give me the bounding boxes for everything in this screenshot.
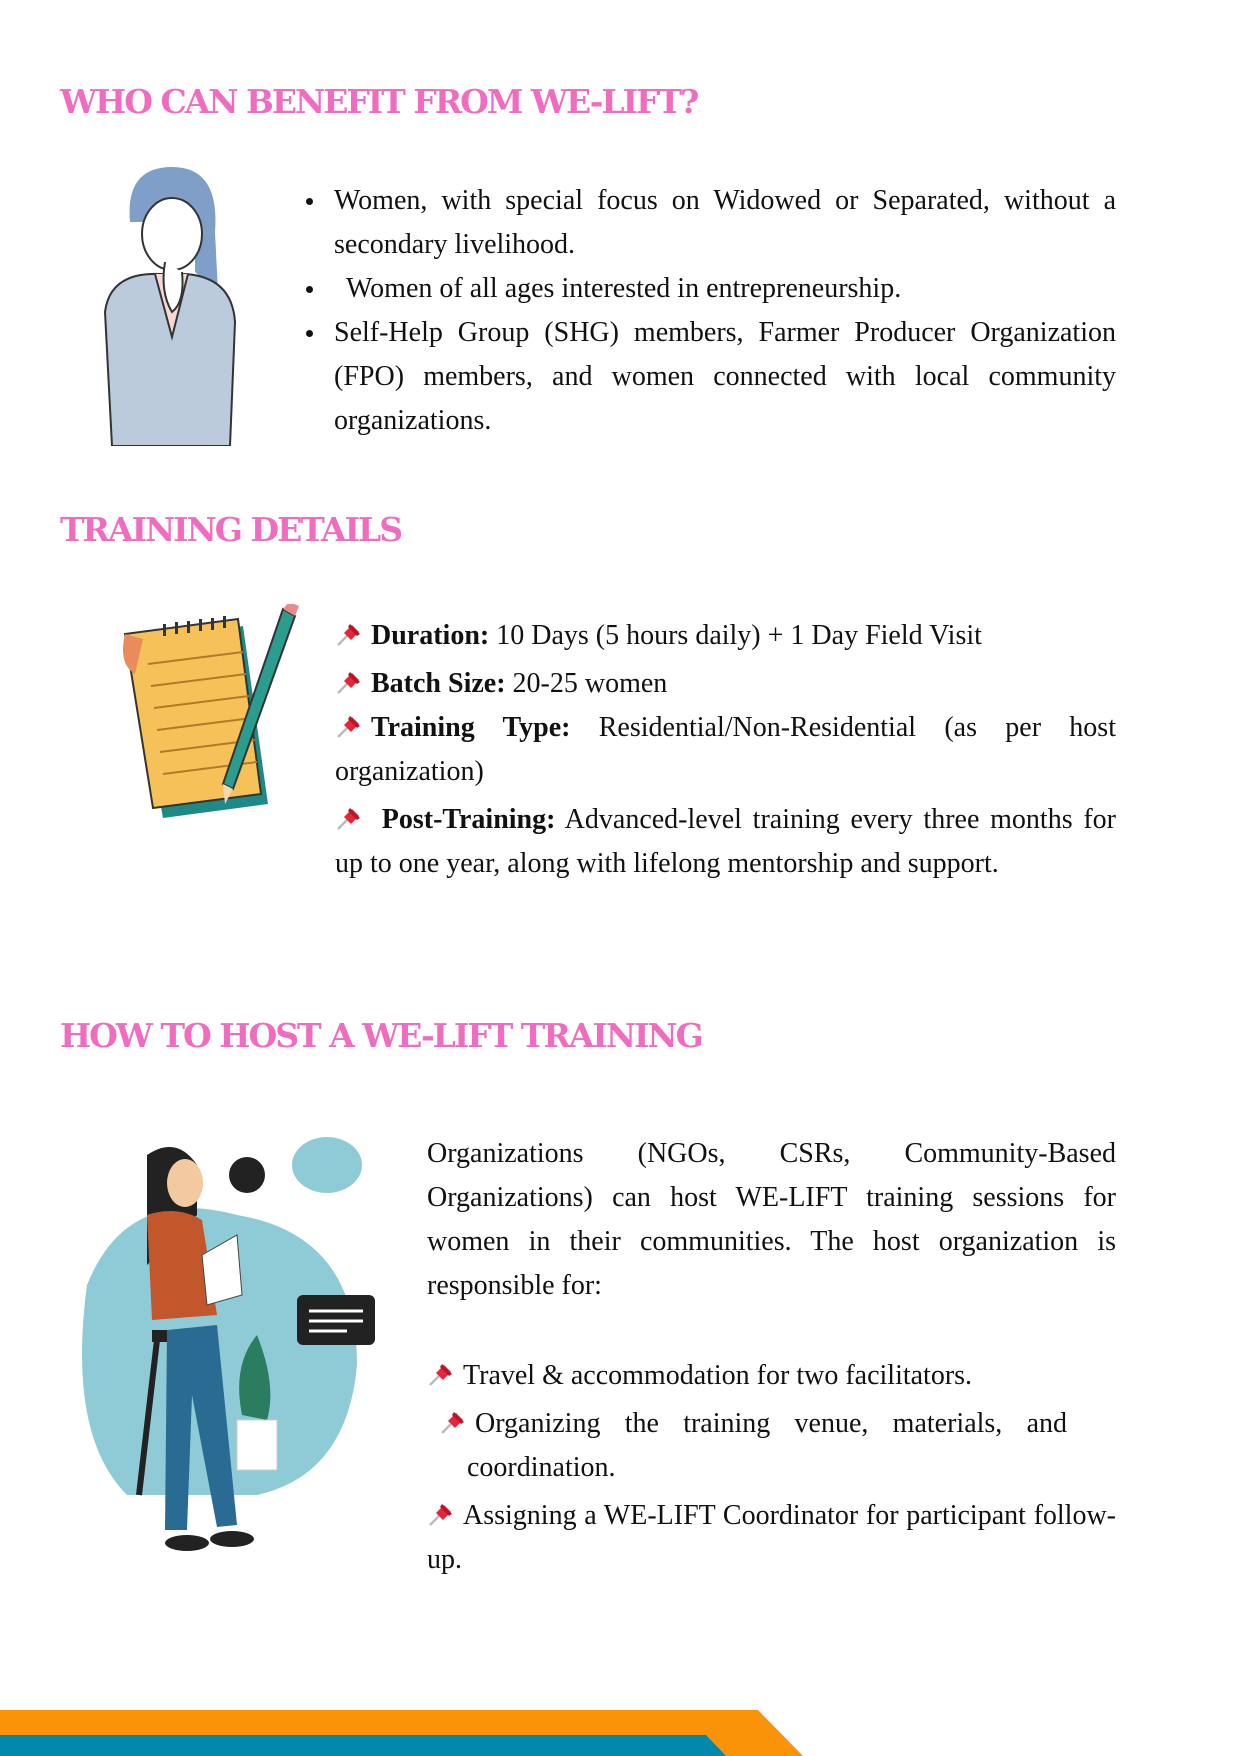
training-details-list	[335, 614, 1116, 886]
section-title-benefit: WHO CAN BENEFIT FROM WE-LIFT?	[60, 82, 698, 121]
bullet-icon	[306, 286, 313, 293]
host-responsibilities-list	[427, 1354, 1116, 1582]
benefit-list	[334, 179, 1116, 443]
item-label: Batch Size:	[371, 668, 506, 699]
woman-reading-illustration	[67, 1135, 387, 1560]
list-item	[427, 1354, 1116, 1398]
section-title-host: HOW TO HOST A WE-LIFT TRAINING	[60, 1016, 702, 1055]
item-label: Training Type:	[371, 712, 571, 743]
list-item-text: Women of all ages interested in entrepreneurship.	[346, 273, 902, 304]
thinking-woman-illustration	[100, 162, 242, 446]
bullet-icon	[306, 330, 313, 337]
list-item-text: Travel & accommodation for two facilitators.	[463, 1360, 973, 1391]
pushpin-icon	[335, 805, 363, 831]
section-title-training: TRAINING DETAILS	[60, 510, 402, 549]
list-item	[334, 267, 1116, 311]
list-item	[334, 311, 1116, 443]
item-text: Residential/Non-Residential (as per host organization)	[335, 712, 1116, 787]
item-text: 20-25 women	[512, 668, 668, 699]
pushpin-icon	[427, 1361, 455, 1387]
list-item-text: Assigning a WE-LIFT Coordinator for participant follow- up.	[427, 1500, 1116, 1575]
item-label: Post-Training:	[381, 804, 556, 835]
list-item	[427, 1402, 1067, 1490]
list-item	[334, 179, 1116, 267]
pushpin-icon	[335, 713, 363, 739]
list-item-text: Organizing the training venue, materials, and coordination.	[467, 1408, 1067, 1483]
list-item	[427, 1494, 1116, 1582]
host-intro: Organizations (NGOs, CSRs, Community-Based Organizations) can host WE-LIFT training sessions for women in their communities. The host organization is responsible for:	[427, 1138, 1116, 1301]
pushpin-icon	[427, 1501, 455, 1527]
training-item-duration	[335, 614, 1116, 658]
training-item-type	[335, 706, 1116, 794]
bullet-icon	[306, 198, 313, 205]
training-item-batch-size	[335, 662, 1116, 706]
pushpin-icon	[439, 1409, 467, 1435]
item-label: Duration:	[371, 620, 490, 651]
notepad-pencil-illustration	[123, 604, 309, 818]
training-item-post-training	[335, 798, 1116, 886]
pushpin-icon	[335, 621, 363, 647]
item-text: 10 Days (5 hours daily) + 1 Day Field Visit	[496, 620, 982, 651]
footer-color-band	[0, 1710, 1241, 1756]
item-text: Advanced-level training every three months for up to one year, along with lifelong mentorship and support.	[335, 804, 1116, 879]
list-item-text: Women, with special focus on Widowed or Separated, without a secondary livelihood.	[334, 185, 1116, 260]
pushpin-icon	[335, 669, 363, 695]
list-item-text: Self-Help Group (SHG) members, Farmer Producer Organization (FPO) members, and women connected with local community organizations.	[334, 317, 1116, 436]
